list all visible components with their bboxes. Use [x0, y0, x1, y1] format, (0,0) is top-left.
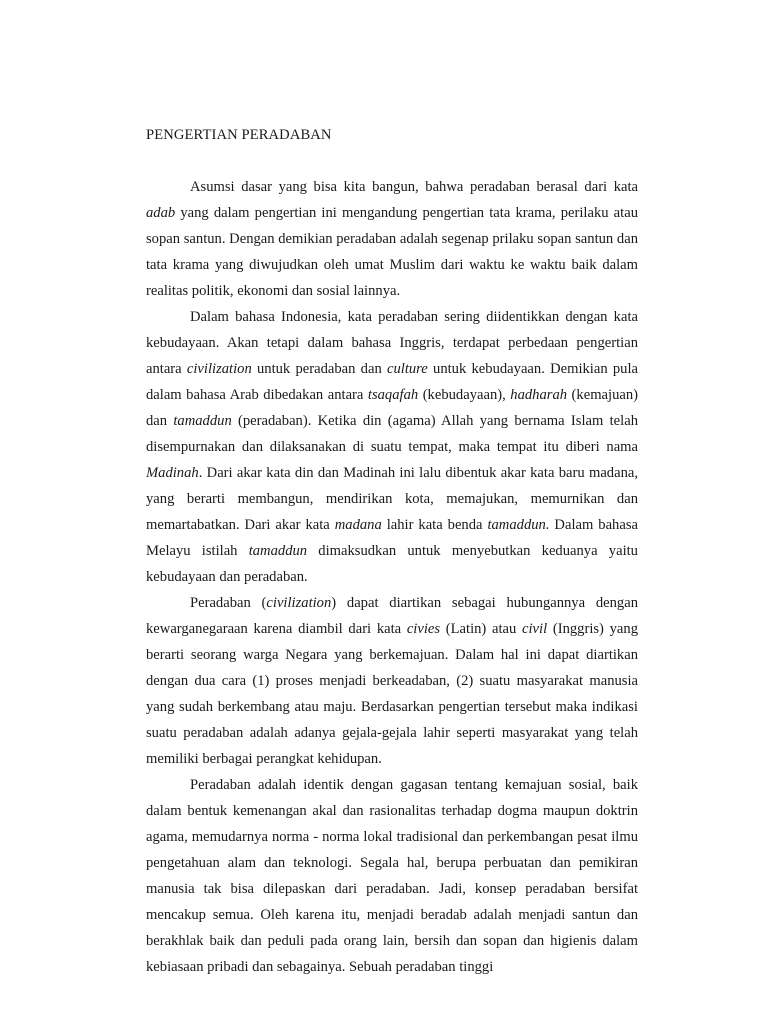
- italic-term: tamaddun.: [487, 517, 550, 533]
- text-run: dimaksudkan untuk menyebutkan keduanya yaitu kebudayaan dan peradaban.: [146, 543, 638, 585]
- text-run: Dalam bahasa Melayu istilah: [146, 517, 638, 559]
- text-run: (kemajuan) dan: [146, 387, 639, 429]
- document-title: PENGERTIAN PERADABAN: [146, 127, 332, 143]
- text-run: Asumsi dasar yang bisa kita bangun, bahwa peradaban berasal dari kata: [190, 179, 638, 195]
- text-run: (kebudayaan),: [418, 387, 511, 403]
- text-run: untuk peradaban dan: [251, 361, 387, 377]
- paragraph: [146, 590, 638, 772]
- document-page: [146, 122, 638, 980]
- italic-term: civies: [406, 621, 441, 637]
- paragraph: [146, 772, 638, 980]
- italic-term: culture: [386, 361, 428, 377]
- text-run: untuk kebudayaan. Demikian pula dalam bahasa Arab dibedakan antara: [146, 361, 638, 403]
- document-body: [146, 174, 638, 980]
- italic-term: civil: [522, 621, 548, 637]
- italic-term: madana: [334, 517, 382, 533]
- paragraph: [146, 174, 638, 304]
- text-run: (Inggris) yang berarti seorang warga Negara yang berkemajuan. Dalam hal ini dapat diartikan dengan dua cara (1) proses menjadi berkeadaban, (2) suatu masyarakat manusia yang sudah berkembang atau maju. Berdasarkan pengertian tersebut maka indikasi suatu peradaban adalah adanya gejala-gejala lahir seperti masyarakat yang telah memiliki berbagai perangkat kehidupan.: [146, 621, 638, 767]
- italic-term: hadharah: [510, 387, 568, 403]
- italic-term: adab: [146, 205, 176, 221]
- text-run: lahir kata benda: [381, 517, 488, 533]
- italic-term: civilization: [266, 595, 332, 611]
- text-run: Peradaban (: [190, 595, 267, 611]
- text-run: (peradaban). Ketika din (agama) Allah yang bernama Islam telah disempurnakan dan dilaksanakan di suatu tempat, maka tempat itu diberi nama: [146, 413, 638, 455]
- text-run: . Dari akar kata din dan Madinah ini lalu dibentuk akar kata baru madana, yang berarti membangun, mendirikan kota, memajukan, memurnikan dan memartabatkan. Dari akar kata: [146, 465, 638, 533]
- italic-term: tamaddun: [248, 543, 308, 559]
- italic-term: tamaddun: [173, 413, 232, 429]
- text-run: ) dapat diartikan sebagai hubungannya dengan kewarganegaraan karena diambil dari kata: [146, 595, 638, 637]
- italic-term: Madinah: [146, 465, 199, 481]
- text-run: Dalam bahasa Indonesia, kata peradaban sering diidentikkan dengan kata kebudayaan. Akan tetapi dalam bahasa Inggris, terdapat perbedaan pengertian antara: [146, 309, 638, 377]
- text-run: (Latin) atau: [440, 621, 523, 637]
- italic-term: civilization: [186, 361, 252, 377]
- paragraph: [146, 304, 638, 590]
- italic-term: tsaqafah: [367, 387, 419, 403]
- text-run: Peradaban adalah identik dengan gagasan tentang kemajuan sosial, baik dalam bentuk kemenangan akal dan rasionalitas terhadap dogma maupun doktrin agama, memudarnya norma - norma lokal tradisional dan perkembangan pesat ilmu pengetahuan alam dan teknologi. Segala hal, berupa perbuatan dan pemikiran manusia tak bisa dilepaskan dari peradaban. Jadi, konsep peradaban bersifat mencakup semua. Oleh karena itu, menjadi beradab adalah menjadi santun dan berakhlak baik dan peduli pada orang lain, bersih dan sopan dan higienis dalam kebiasaan pribadi dan sebagainya. Sebuah peradaban tinggi: [146, 777, 638, 975]
- text-run: yang dalam pengertian ini mengandung pengertian tata krama, perilaku atau sopan santun. Dengan demikian peradaban adalah segenap prilaku sopan santun dan tata krama yang diwujudkan oleh umat Muslim dari waktu ke waktu baik dalam realitas politik, ekonomi dan sosial lainnya.: [146, 205, 638, 299]
